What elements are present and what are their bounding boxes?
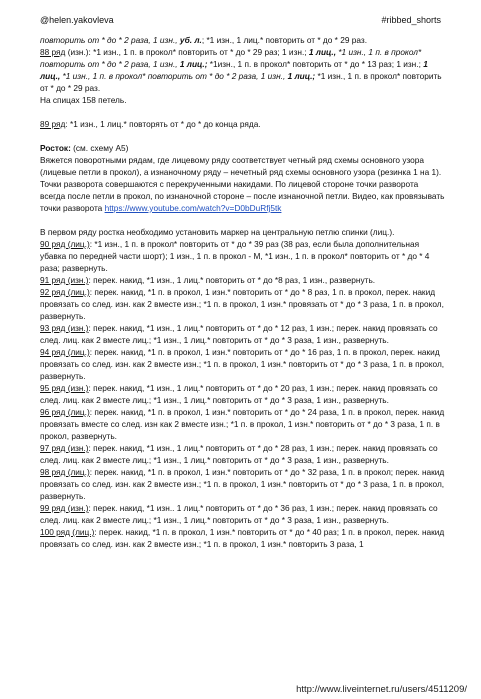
text-run: : перек. накид, *1 п. в прокол, 1 изн.* повторить от * до * 24 раза, 1 п. в прокол, перек. накид провязать вместе со след. изн как 2 вместе изн.; *1 п. в прокол, 1 изн.* повторить от * до * 3 раза, 1 п. в прокол, развернуть. bbox=[40, 407, 445, 441]
paragraph bbox=[40, 142, 445, 154]
text-run: Росток: bbox=[40, 143, 71, 153]
text-run: 1 лиц., bbox=[308, 47, 336, 57]
text-run: повторить от * до * 2 раза, 1 изн., bbox=[40, 35, 180, 45]
paragraph bbox=[40, 238, 445, 274]
row-label: 98 ряд (лиц.) bbox=[40, 467, 90, 477]
paragraph bbox=[40, 286, 445, 322]
row-label: 90 ряд (лиц.) bbox=[40, 239, 90, 249]
text-run: (изн.): *1 изн., 1 п. в прокол* повторить от * до * 29 раз; 1 изн.; bbox=[65, 47, 309, 57]
row-label: 91 ряд (изн.) bbox=[40, 275, 89, 285]
text-run: *1 изн., 1 лиц.* повторить от * до * 29 раз. bbox=[206, 35, 367, 45]
row-label: 100 ряд (лиц.) bbox=[40, 527, 95, 537]
text-run: *1 изн., 1 п. в прокол* повторить от * до * 2 раза, 1 изн., bbox=[60, 71, 288, 81]
text-run: В первом ряду ростка необходимо установить маркер на центральную петлю спинки (лиц.). bbox=[40, 227, 395, 237]
hashtag: #ribbed_shorts bbox=[381, 15, 441, 25]
paragraph bbox=[40, 406, 445, 442]
paragraph bbox=[40, 322, 445, 346]
text-run: : перек. накид, *1 изн.. 1 лиц.* повторить от * до * 36 раз, 1 изн.; перек. накид провязать со след. лиц. как 2 вместе лиц.; *1 изн., 1 лиц.* повторить от * до * 3 раза, 1 изн., развернуть. bbox=[40, 503, 438, 525]
text-run: : перек. накид, *1 п. в прокол, 1 изн.* повторить от * до * 8 раз, 1 п. в прокол, перек. накид провязать со след. изн. как 2 вместе изн.; *1 п. в прокол, 1 изн.* провязать от * до * 3 раза, 1 п. в прокол, развернуть. bbox=[40, 287, 444, 321]
row-label: 89 ряд bbox=[40, 119, 66, 129]
text-run: *1изн., 1 п. в прокол* повторить от * до * 13 раз; 1 изн.; bbox=[207, 59, 424, 69]
paragraph bbox=[40, 526, 445, 550]
row-label: 97 ряд (изн.) bbox=[40, 443, 89, 453]
paragraph bbox=[40, 442, 445, 466]
text-run: : перек. накид, *1 изн., 1 лиц.* повторить от * до * 20 раз, 1 изн.; перек. накид провязать со след. лиц. как 2 вместе лиц.; *1 изн., 1 лиц.* повторить от * до * 3 раза, 1 изн., развернуть. bbox=[40, 383, 438, 405]
row-label: 95 ряд (изн.) bbox=[40, 383, 89, 393]
text-run: : перек. накид, *1 изн., 1 лиц.* повторить от * до * 28 раз, 1 изн.; перек. накид провязать со след. лиц. как 2 вместе лиц.; *1 изн., 1 лиц.* повторить от * до * 3 раза, 1 изн., развернуть. bbox=[40, 443, 438, 465]
row-label: 94 ряд (лиц.) bbox=[40, 347, 90, 357]
text-run: : *1 изн., 1 п. в прокол* повторить от * до * 39 раз (38 раз, если была дополнительная убавка по передней части шорт); 1 изн., 1 п. в прокол - М, *1 изн., 1 п. в прокол* повторить от * до * 4 раза; развернуть. bbox=[40, 239, 430, 273]
paragraph bbox=[40, 274, 445, 286]
text-run: 1 лиц.; bbox=[287, 71, 316, 81]
paragraph bbox=[40, 226, 445, 238]
paragraph bbox=[40, 34, 445, 46]
paragraph bbox=[40, 46, 445, 94]
text-run: *1 изн., 1 п. в прокол* повторить от * до * 29 раз. bbox=[40, 71, 442, 93]
text-run: 1 лиц., bbox=[40, 59, 428, 81]
watermark-url: http://www.liveinternet.ru/users/4511209/ bbox=[296, 684, 467, 695]
text-run: (см. схему А5) bbox=[70, 143, 129, 153]
row-label: 93 ряд (изн.) bbox=[40, 323, 89, 333]
text-run: : *1 изн., 1 лиц.* повторять от * до * до конца ряда. bbox=[65, 119, 261, 129]
row-label: 96 ряд (лиц.) bbox=[40, 407, 90, 417]
text-run: : перек. накид, *1 изн., 1 лиц.* повторить от * до * 12 раз, 1 изн.; перек. накид провязать со след. лиц. как 2 вместе лиц.; *1 изн., 1 лиц.* повторить от * до * 3 раза, 1 изн., развернуть. bbox=[40, 323, 438, 345]
text-run: : перек. накид, *1 п. в прокол, 1 изн.* повторить от * до * 32 раза, 1 п. в прокол; перек. накид провязать со след. изн. как 2 вместе изн.; *1 п. в прокол, 1 изн.* повторить от * до * 3 раза, 1 п. в прокол, развернуть. bbox=[40, 467, 445, 501]
paragraph bbox=[40, 466, 445, 502]
paragraph bbox=[40, 154, 445, 214]
paragraph bbox=[40, 94, 445, 106]
text-run: : перек. накид, *1 п. в прокол, 1 изн.* повторить от * до * 16 раз, 1 п. в прокол, перек. накид провязать со след. изн. как 2 вместе изн.; *1 п. в прокол, 1 изн.* повторить от * до * 3 раза, 1 п. в прокол, развернуть. bbox=[40, 347, 445, 381]
document-body bbox=[40, 34, 445, 550]
text-run: уб. л. bbox=[179, 35, 202, 45]
text-run: 1 лиц.; bbox=[179, 59, 208, 69]
text-run: Вяжется поворотными рядам, где лицевому ряду соответствует четный ряд схемы основного узора (лицевые петли в прокол), а изнаночному ряду – нечетный ряд схемы основного узора (резинка 1 на 1). Точки разворота совершаются с перекрученными накидами. По лицевой стороне точки разворота всегда после петли в прокол, по изнаночной стороне – после изнаночной петли. Видео, как провязывать точки разворота bbox=[40, 155, 445, 213]
paragraph bbox=[40, 502, 445, 526]
paragraph-gap bbox=[40, 106, 445, 118]
text-run: На спицах 158 петель. bbox=[40, 95, 127, 105]
text-run: : перек. накид, *1 изн., 1 лиц.* повторить от * до *8 раз, 1 изн., развернуть. bbox=[88, 275, 376, 285]
paragraph-gap bbox=[40, 214, 445, 226]
text-run: : перек. накид, *1 п. в прокол, 1 изн.* повторить от * до * 40 раз; 1 п. в прокол, перек. накид провязать со след. изн. как 2 вместе изн.; *1 п. в прокол, 1 изн.* повторить 3 раза, 1 bbox=[40, 527, 445, 549]
text-run: *1 изн., 1 п. в прокол* повторить от * до * 2 раза, 1 изн., bbox=[40, 47, 422, 69]
row-label: 88 ряд bbox=[40, 47, 66, 57]
page-header bbox=[40, 14, 441, 26]
paragraph bbox=[40, 346, 445, 382]
row-label: 99 ряд (изн.) bbox=[40, 503, 89, 513]
video-link[interactable]: https://www.youtube.com/watch?v=D0bDuRfj5tk bbox=[104, 203, 282, 213]
paragraph bbox=[40, 118, 445, 130]
row-label: 92 ряд (лиц.) bbox=[40, 287, 90, 297]
paragraph-gap bbox=[40, 130, 445, 142]
paragraph bbox=[40, 382, 445, 406]
text-run: ; bbox=[201, 35, 207, 45]
author-handle: @helen.yakovleva bbox=[40, 15, 114, 25]
